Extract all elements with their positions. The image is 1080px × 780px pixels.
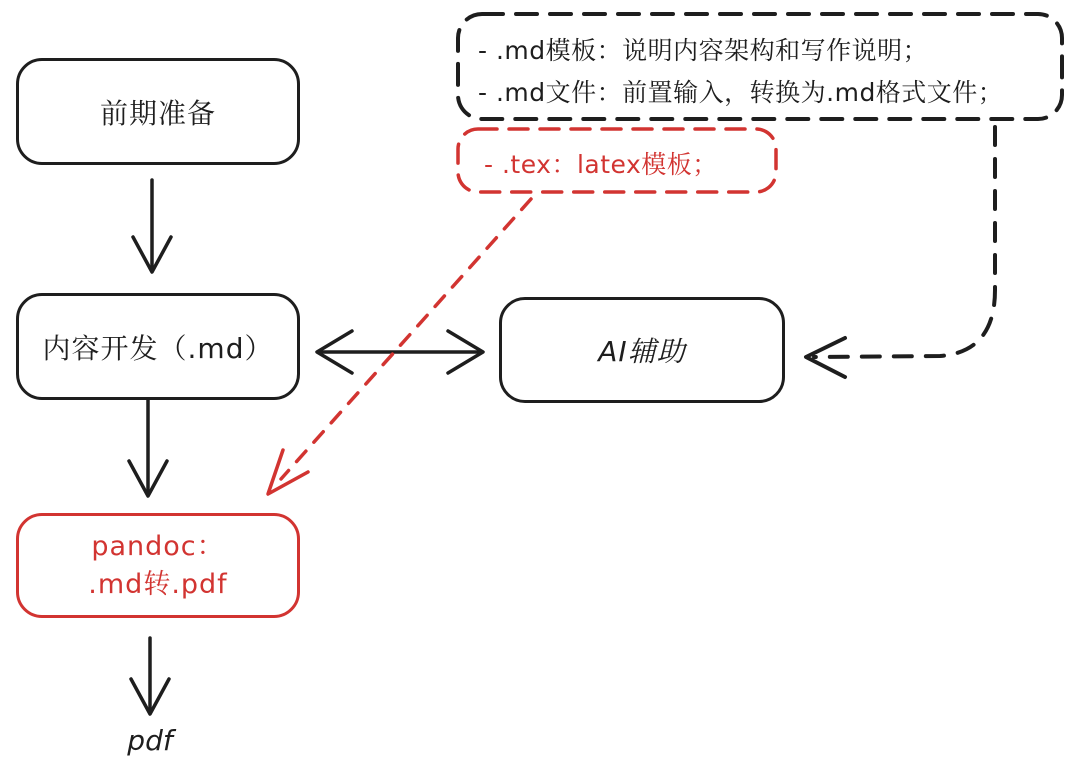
node-pandoc-label [88,528,227,604]
arrow-pandoc-to-pdf [131,638,169,714]
note-md [478,30,1003,114]
note-tex [484,145,718,181]
arrow-content-dev-to-pandoc [129,397,167,496]
node-prep-label: 前期准备 [99,96,216,130]
node-pandoc [16,513,300,618]
node-ai-assist [499,297,785,403]
pdf-output-label: pdf [127,724,173,757]
arrow-content-dev-ai-bidirectional [317,331,483,373]
node-pandoc-line1: pandoc： [91,530,225,562]
arrow-tex-note-to-pandoc [268,199,531,494]
node-content-dev-label: 内容开发（.md） [42,331,274,365]
arrow-md-note-to-ai-assist [806,127,995,377]
note-md-line1: - .md模板：说明内容架构和写作说明； [478,36,929,65]
note-tex-label: - .tex：latex模板； [484,150,718,179]
node-pandoc-line2: .md转.pdf [88,568,228,600]
node-content-dev [16,293,300,400]
node-ai-assist-label: AI辅助 [598,335,686,368]
arrow-prep-to-content-dev [133,180,171,272]
node-prep [16,58,300,165]
note-md-line2: - .md文件：前置输入，转换为.md格式文件； [478,78,1004,107]
